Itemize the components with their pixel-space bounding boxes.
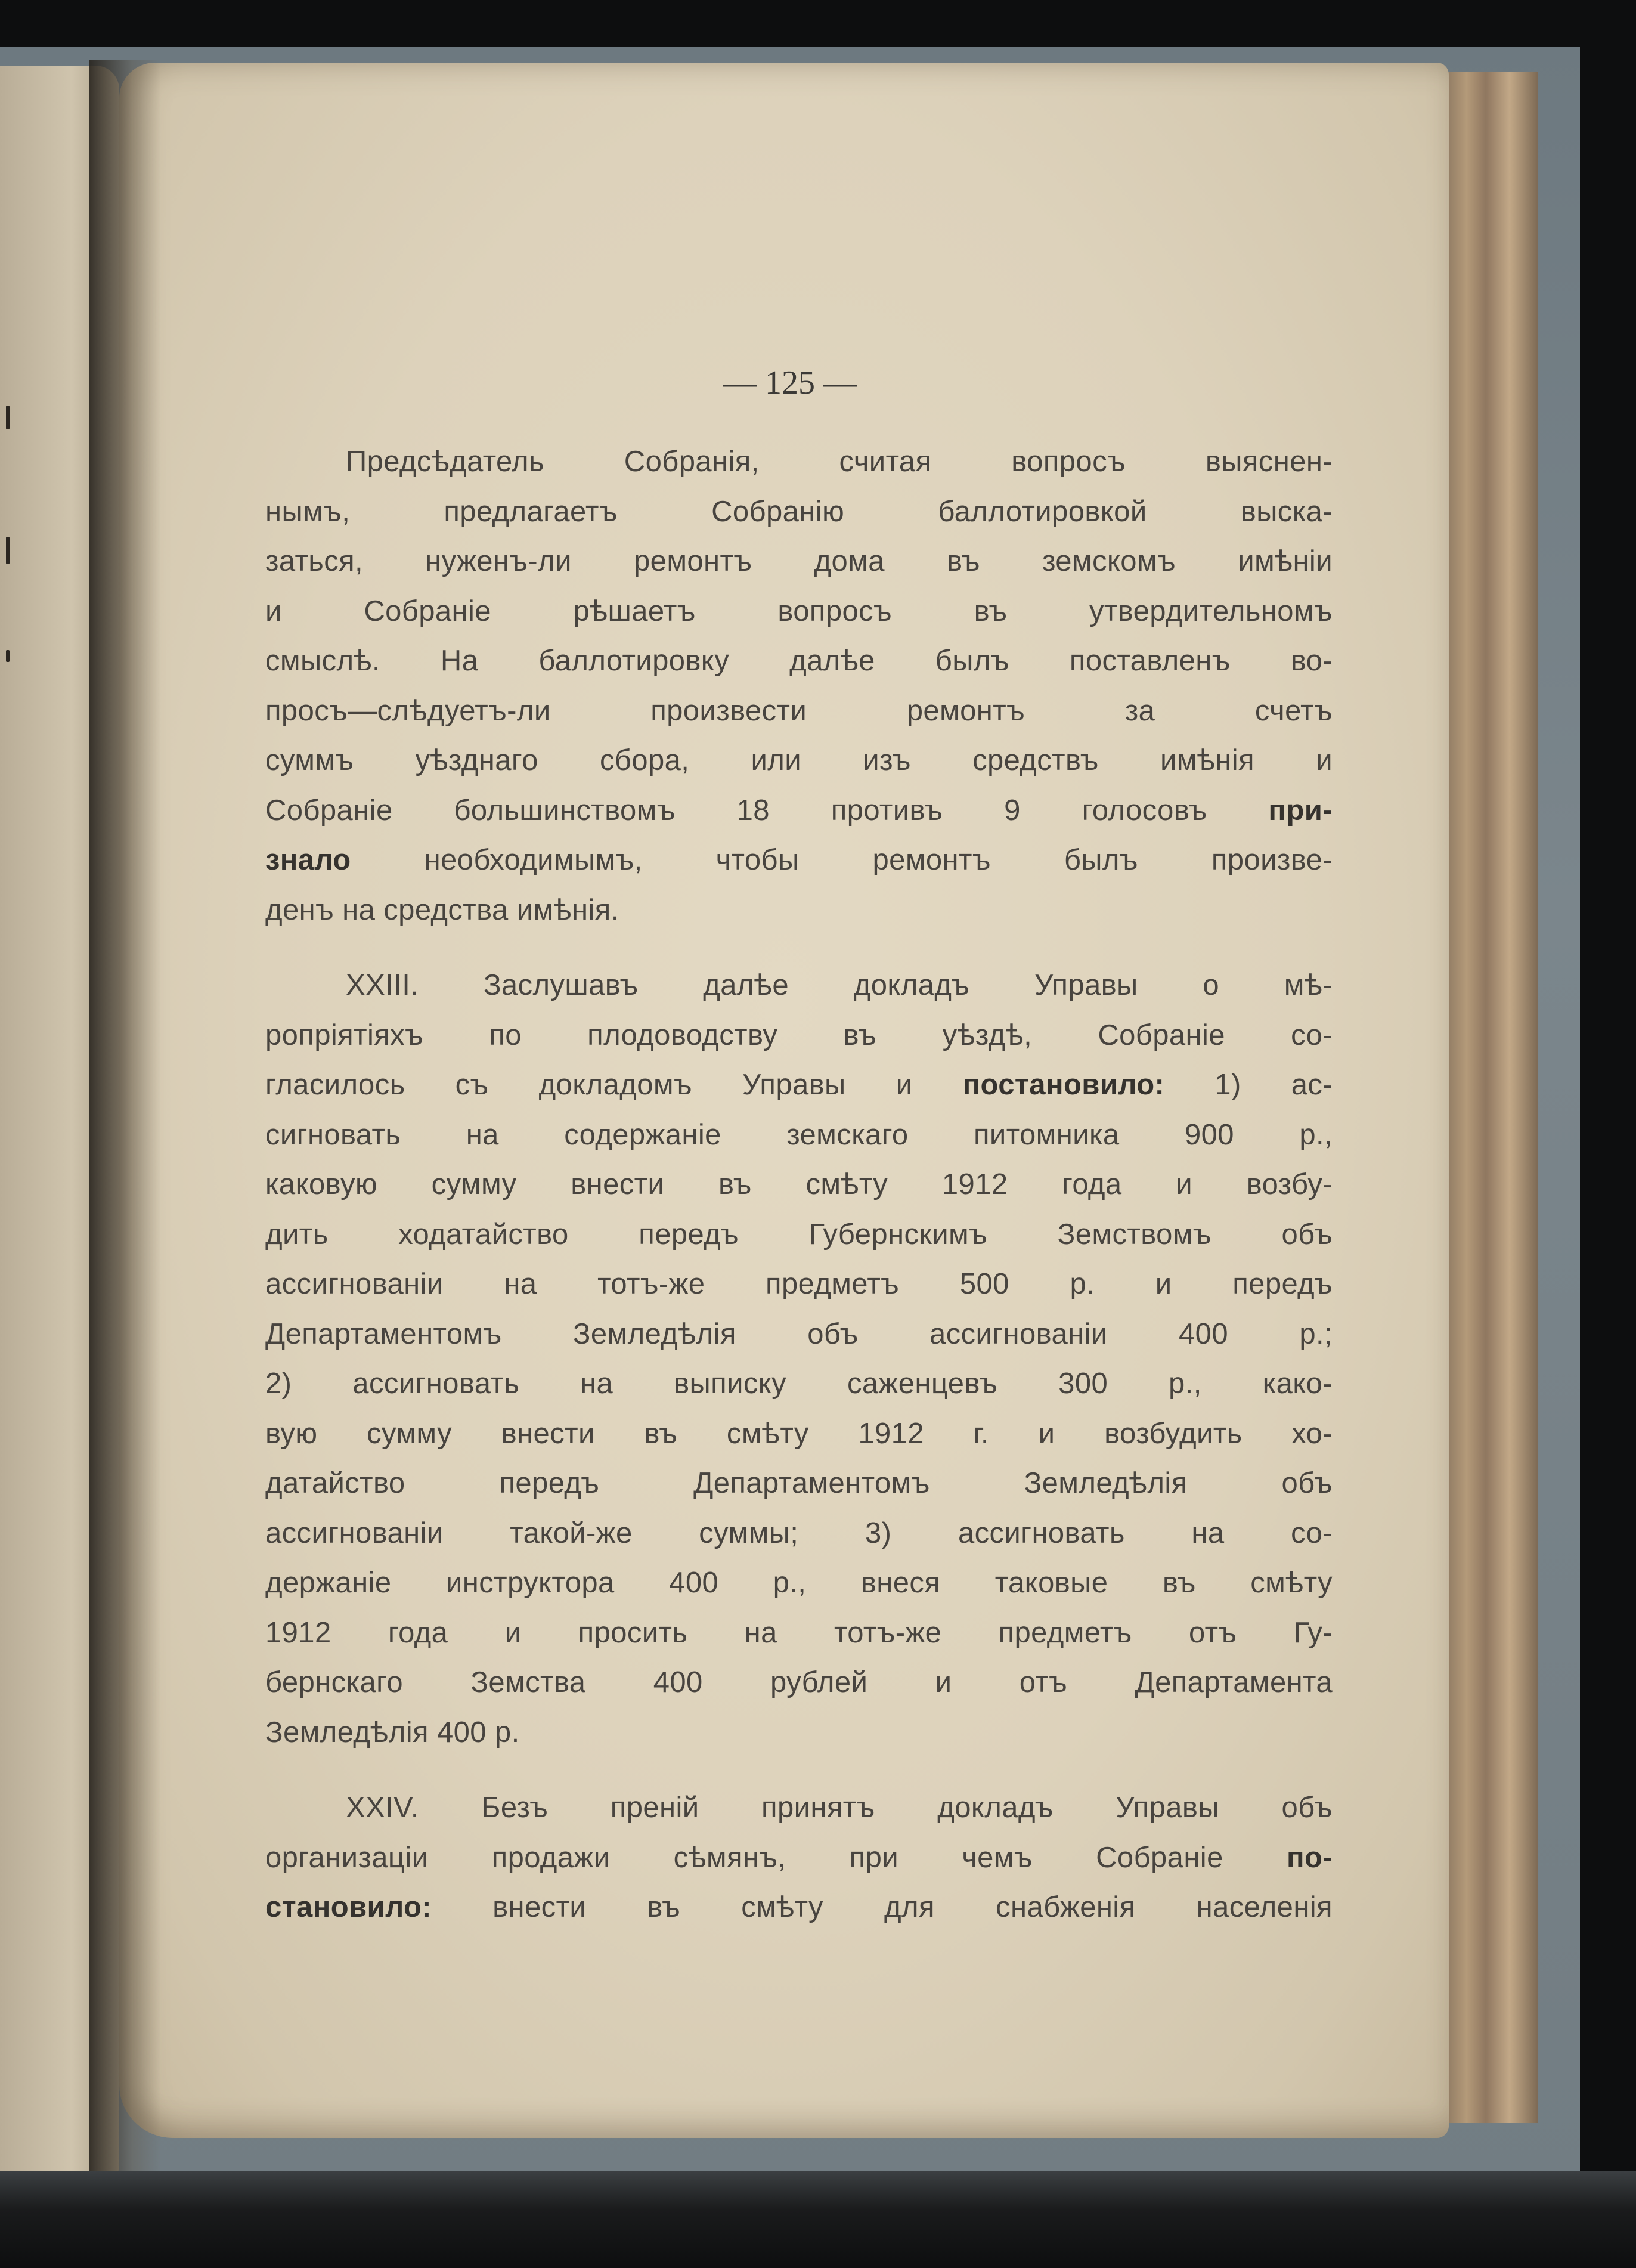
paragraph-1 <box>265 437 1333 935</box>
left-page-mark <box>6 537 10 564</box>
text-segment: необходимымъ, чтобы ремонтъ былъ произве- <box>351 844 1333 876</box>
text-segment: гласилось съ докладомъ Управы и <box>265 1069 963 1101</box>
text-line: сигновать на содержаніе земскаго питомника 900 р., <box>265 1118 1333 1151</box>
top-dark-strip <box>0 0 1636 48</box>
page-body <box>265 437 1333 1933</box>
text-line: вую сумму внести въ смѣту 1912 г. и возбудить хо- <box>265 1417 1333 1450</box>
bold-text: знало <box>265 844 351 876</box>
paragraph-xxiii <box>265 961 1333 1758</box>
text-line: дить ходатайство передъ Губернскимъ Земствомъ объ <box>265 1218 1333 1251</box>
bold-text: становило: <box>265 1891 432 1923</box>
text-line <box>265 836 1333 886</box>
text-line: бернскаго Земства 400 рублей и отъ Департамента <box>265 1666 1333 1698</box>
text-line <box>265 1883 1333 1933</box>
text-line: Департаментомъ Земледѣлія объ ассигнованіи 400 р.; <box>265 1317 1333 1350</box>
text-line: Земледѣлія 400 р. <box>265 1716 520 1749</box>
text-line <box>265 1060 1333 1110</box>
text-line: заться, нуженъ-ли ремонтъ дома въ земскомъ имѣніи <box>265 545 1333 577</box>
text-line: ассигнованіи такой-же суммы; 3) ассигновать на со- <box>265 1517 1333 1549</box>
text-line: 2) ассигновать на выписку саженцевъ 300 р., како- <box>265 1367 1333 1400</box>
text-line: 1912 года и просить на тотъ-же предметъ отъ Гу- <box>265 1616 1333 1649</box>
text-segment: организаціи продажи сѣмянъ, при чемъ Собраніе <box>265 1841 1287 1874</box>
page-edges <box>1443 72 1538 2123</box>
text-line: каковую сумму внести въ смѣту 1912 года и возбу- <box>265 1168 1333 1200</box>
gutter-shadow <box>89 60 161 2195</box>
text-line: суммъ уѣзднаго сбора, или изъ средствъ имѣнія и <box>265 744 1333 776</box>
text-line: нымъ, предлагаетъ Собранію баллотировкой выска- <box>265 495 1333 528</box>
text-line: ропріятіяхъ по плодоводству въ уѣздѣ, Собраніе со- <box>265 1019 1333 1051</box>
bottom-dark-strip <box>0 2171 1636 2268</box>
text-line: XXIV. Безъ преній принятъ докладъ Управы объ <box>346 1791 1333 1824</box>
text-line: датайство передъ Департаментомъ Земледѣлія объ <box>265 1467 1333 1499</box>
text-line: смыслѣ. На баллотировку далѣе былъ поставленъ во- <box>265 645 1333 677</box>
text-line <box>265 786 1333 836</box>
text-line: просъ—слѣдуетъ-ли произвести ремонтъ за счетъ <box>265 694 1333 727</box>
bold-text: постановило: <box>962 1069 1165 1101</box>
text-line: ассигнованіи на тотъ-же предметъ 500 р. и передъ <box>265 1268 1333 1300</box>
text-line: Предсѣдатель Собранія, считая вопросъ выяснен- <box>346 445 1333 478</box>
text-segment: 1) ас- <box>1164 1069 1333 1101</box>
page-number: — 125 — <box>723 364 857 401</box>
text-line: XXIII. Заслушавъ далѣе докладъ Управы о мѣ- <box>346 969 1333 1001</box>
text-line: денъ на средства имѣнія. <box>265 893 619 926</box>
text-line: держаніе инструктора 400 р., внеся таковые въ смѣту <box>265 1567 1333 1599</box>
left-page-mark <box>6 650 10 662</box>
text-segment: Собраніе большинствомъ 18 противъ 9 голосовъ <box>265 794 1269 827</box>
bold-text: по- <box>1286 1841 1333 1874</box>
text-line: и Собраніе рѣшаетъ вопросъ въ утвердительномъ <box>265 595 1333 627</box>
book-page <box>119 63 1449 2138</box>
paragraph-xxiv <box>265 1783 1333 1933</box>
bold-text: при- <box>1268 794 1333 827</box>
text-segment: внести въ смѣту для снабженія населенія <box>432 1891 1333 1923</box>
text-line <box>265 1833 1333 1883</box>
left-page-mark <box>6 406 10 429</box>
